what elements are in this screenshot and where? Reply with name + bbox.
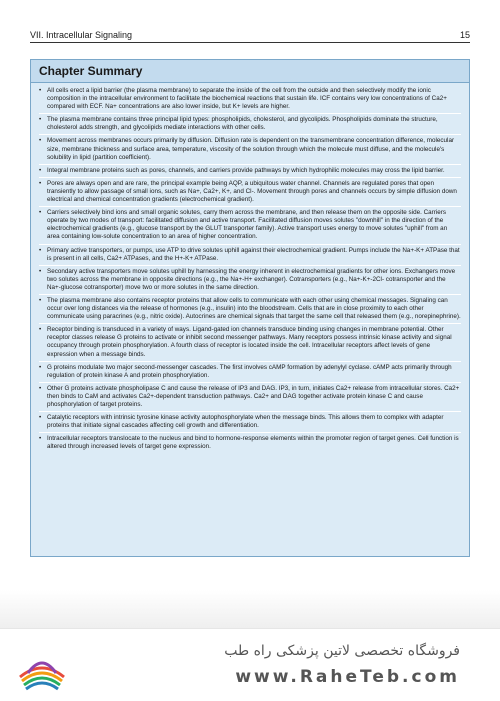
summary-bullet: • Other G proteins activate phospholipase C and cause the release of IP3 and DAG. IP3, in turn, initiates Ca2+ release from intracellular stores. Ca2+ then binds to CaM and activates Ca2+-dependent transduction pathways. Ca2+ and DAG together activate protein kinase C and cause phosphorylation of target proteins. [39, 385, 461, 412]
book-logo-icon [14, 637, 70, 693]
summary-bullet: • Catalytic receptors with intrinsic tyrosine kinase activity autophosphorylate when the message binds. This allows them to complex with adapter proteins that initiate signal cascades affecting cell growth and differentiation. [39, 414, 461, 433]
store-name-persian: فروشگاه تخصصی لاتین پزشکی راه طب [224, 643, 460, 659]
summary-bullet: • G proteins modulate two major second-messenger cascades. The first involves cAMP formation by adenylyl cyclase. cAMP acts primarily through regulation of protein kinase A and protein phosphorylation. [39, 364, 461, 383]
summary-bullet: • Intracellular receptors translocate to the nucleus and bind to hormone-response elements within the promoter region of target genes. Cell function is altered through increased levels of target gene expression. [39, 435, 461, 453]
summary-bullet: • Movement across membranes occurs primarily by diffusion. Diffusion rate is dependent on the transmembrane concentration difference, molecular size, membrane thickness and surface area, temperature, viscosity of the solution through which the molecule must diffuse, and the molecule's solubility in lipid (partition coefficient). [39, 137, 461, 164]
summary-bullet: • Integral membrane proteins such as pores, channels, and carriers provide pathways by which hydrophilic molecules may cross the lipid barrier. [39, 167, 461, 178]
summary-bullet: • The plasma membrane also contains receptor proteins that allow cells to communicate with each other using chemical messages. Signaling can occur over long distances via the release of hormones (e.g., insulin) into the bloodstream. Cells that are in close proximity to each other communicate using paracrines (e.g., nitric oxide). Autocrines are chemical signals that target the same cell that released them (e.g., norepinephrine). [39, 297, 461, 324]
summary-bullet: • Carriers selectively bind ions and small organic solutes, carry them across the membrane, and then release them on the opposite side. Carriers operate by two modes of transport: facilitated diffusion and active transport. Facilitated diffusion moves solutes "downhill" in the direction of the electrochemical gradients (e.g., glucose transport by the GLUT transporter family). Active transport uses energy to move solutes "uphill" from an area containing low-solute concentration to an area of higher concentration. [39, 209, 461, 244]
page-bottom-shadow [0, 590, 500, 630]
summary-bullet: • The plasma membrane contains three principal lipid types: phospholipids, cholesterol, and glycolipids. Phospholipids dominate the structure, cholesterol adds strength, and glycolipids mediate interactions with other cells. [39, 116, 461, 135]
summary-bullet: • Secondary active transporters move solutes uphill by harnessing the energy inherent in electrochemical gradients for other ions. Exchangers move two solutes across the membrane in opposite directions (e.g., the Na+-H+ exchanger). Cotransporters (e.g., Na+-K+-2Cl- cotransporter and the Na+-glucose cotransporter) move two or more solutes in the same direction. [39, 268, 461, 295]
summary-bullet: • Pores are always open and are rare, the principal example being AQP, a ubiquitous water channel. Channels are regulated pores that open transiently to allow passage of small ions, such as Na+, Ca2+, K+, and Cl-. Movement through pores and channels occurs by simple diffusion down electrical and chemical concentration gradients (electrochemical gradient). [39, 180, 461, 207]
summary-bullet: • All cells erect a lipid barrier (the plasma membrane) to separate the inside of the cell from the outside and then selectively modify the ionic composition in the intracellular environment to facilitate the biochemical reactions that sustain life. ICF contains very low concentrations of Ca2+ compared with ECF. Na+ concentrations are also lower inside, but K+ levels are higher. [39, 87, 461, 114]
chapter-summary-box [30, 59, 470, 557]
summary-bullet: • Receptor binding is transduced in a variety of ways. Ligand-gated ion channels transduce binding using changes in membrane potential. Other receptor classes release G proteins to activate or inhibit second messenger pathways. Many receptors possess intrinsic kinase activity and signal occupancy through protein phosphorylation. A fourth class of receptor is located inside the cell. Intracellular receptors affect levels of gene expression when a message binds. [39, 326, 461, 361]
summary-bullet-list [31, 83, 469, 453]
chapter-title: VII. Intracellular Signaling [30, 30, 133, 40]
watermark-footer [0, 628, 500, 701]
store-url: www.RaheTeb.com [235, 667, 460, 687]
page-number: 15 [459, 30, 470, 40]
summary-bullet: • Primary active transporters, or pumps, use ATP to drive solutes uphill against their electrochemical gradient. Pumps include the Na+-K+ ATPase that is present in all cells, Ca2+ ATPases, and the H+-K+ ATPase. [39, 247, 461, 266]
page-header [30, 24, 470, 43]
summary-title: Chapter Summary [31, 60, 469, 83]
